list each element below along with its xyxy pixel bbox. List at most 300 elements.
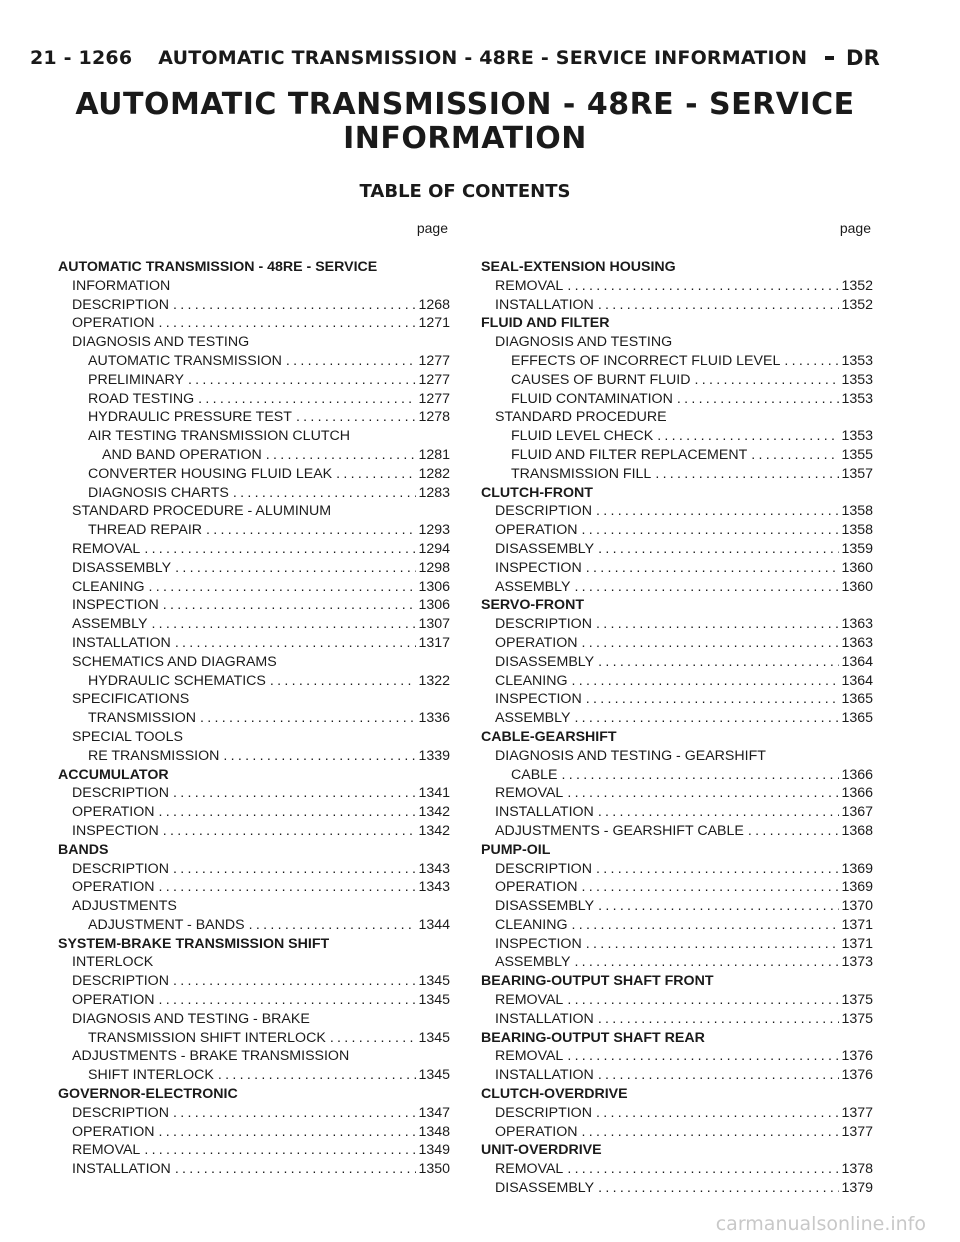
toc-entry-page: 1277 (418, 371, 450, 388)
toc-entry[interactable] (58, 822, 450, 841)
toc-entry[interactable] (481, 766, 873, 785)
toc-entry[interactable] (481, 296, 873, 315)
toc-entry-page: 1375 (841, 1010, 873, 1027)
toc-entry[interactable] (481, 390, 873, 409)
toc-entry-page: 1376 (841, 1067, 873, 1084)
dot-leader (214, 1066, 417, 1085)
dot-leader (578, 878, 840, 897)
toc-entry-title: DIAGNOSIS AND TESTING - BRAKE (72, 1010, 310, 1027)
toc-entry[interactable] (481, 953, 873, 972)
toc-entry[interactable] (481, 672, 873, 691)
dot-leader (563, 991, 839, 1010)
toc-entry[interactable] (481, 822, 873, 841)
dot-leader (653, 427, 839, 446)
toc-entry-page: 1378 (841, 1161, 873, 1178)
toc-entry[interactable] (481, 860, 873, 879)
dot-leader (594, 1179, 839, 1198)
dot-leader (582, 559, 840, 578)
toc-entry[interactable] (58, 371, 450, 390)
dot-leader (326, 1029, 417, 1048)
dot-leader (282, 352, 417, 371)
toc-entry[interactable] (58, 1085, 450, 1104)
dot-leader (568, 672, 840, 691)
toc-entry-title: INSPECTION (495, 935, 582, 952)
toc-entry-page: 1298 (418, 559, 450, 576)
toc-entry-page: 1371 (841, 935, 873, 952)
toc-entry[interactable] (58, 408, 450, 427)
toc-entry-page: 1368 (841, 822, 873, 839)
toc-entry-title: DISASSEMBLY (72, 559, 172, 576)
toc-entry-page: 1377 (841, 1104, 873, 1121)
toc-entry-page: 1350 (418, 1161, 450, 1178)
toc-entry-title: ADJUSTMENT - BANDS (88, 916, 245, 933)
toc-entry[interactable] (58, 841, 450, 860)
toc-entry[interactable] (481, 935, 873, 954)
dot-leader (169, 860, 416, 879)
toc-entry-title: CAUSES OF BURNT FLUID (511, 371, 691, 388)
toc-entry-page: 1365 (841, 691, 873, 708)
dot-leader (594, 540, 839, 559)
toc-entry-title: TRANSMISSION FILL (511, 465, 652, 482)
toc-entry-page: 1366 (841, 766, 873, 783)
dot-leader (594, 897, 839, 916)
toc-entry-page: 1306 (418, 597, 450, 614)
toc-entry[interactable] (481, 709, 873, 728)
dot-leader (245, 916, 417, 935)
dot-leader (155, 1123, 417, 1142)
toc-entry[interactable] (58, 916, 450, 935)
toc-entry-title: RE TRANSMISSION (88, 747, 220, 764)
toc-entry-page: 1364 (841, 653, 873, 670)
dot-leader (140, 540, 416, 559)
toc-entry[interactable] (58, 296, 450, 315)
toc-entry-title: DESCRIPTION (495, 1104, 592, 1121)
toc-entry[interactable] (481, 1141, 873, 1160)
toc-entry[interactable] (58, 502, 450, 521)
toc-entry[interactable] (58, 1066, 450, 1085)
toc-entry-title: INSPECTION (495, 691, 582, 708)
toc-entry-page: 1322 (418, 672, 450, 689)
toc-entry-page: 1367 (841, 804, 873, 821)
toc-entry-title: INSTALLATION (495, 296, 594, 313)
toc-entry[interactable] (481, 803, 873, 822)
dot-leader (570, 709, 839, 728)
toc-entry[interactable] (58, 953, 450, 972)
toc-entry-title: CLEANING (495, 916, 568, 933)
toc-entry-title: REMOVAL (72, 1142, 141, 1159)
toc-entry-title: CLEANING (495, 672, 568, 689)
dot-leader (570, 953, 839, 972)
toc-entry[interactable] (481, 1047, 873, 1066)
toc-entry-title: UNIT-OVERDRIVE (481, 1142, 602, 1159)
dot-leader (155, 803, 417, 822)
toc-entry-page: 1294 (418, 540, 450, 557)
toc-entry[interactable] (58, 596, 450, 615)
toc-entry-page: 1377 (841, 1123, 873, 1140)
toc-entry-title: REMOVAL (72, 540, 141, 557)
toc-entry[interactable] (58, 390, 450, 409)
dot-leader (155, 878, 417, 897)
toc-entry-title: INSTALLATION (495, 1067, 594, 1084)
toc-entry-title: AUTOMATIC TRANSMISSION - 48RE - SERVICE (58, 259, 378, 275)
header-section-title: AUTOMATIC TRANSMISSION - 48RE - SERVICE INFORMATION (158, 47, 808, 69)
toc-entry[interactable] (481, 784, 873, 803)
toc-entry-title: THREAD REPAIR (88, 522, 203, 539)
toc-entry-page: 1357 (841, 465, 873, 482)
toc-entry[interactable] (481, 408, 873, 427)
toc-entry[interactable] (481, 446, 873, 465)
toc-entry-title: TRANSMISSION SHIFT INTERLOCK (88, 1029, 326, 1046)
toc-entry-page: 1360 (841, 559, 873, 576)
dot-leader (292, 408, 417, 427)
toc-entry-title: ASSEMBLY (495, 578, 571, 595)
toc-entry-title: DESCRIPTION (72, 296, 169, 313)
toc-entry-title: AIR TESTING TRANSMISSION CLUTCH (88, 428, 350, 445)
toc-entry-page: 1365 (841, 710, 873, 727)
toc-entry[interactable] (481, 747, 873, 766)
toc-entry-title: CLEANING (72, 578, 145, 595)
toc-entry[interactable] (481, 352, 873, 371)
page-title-line-2: INFORMATION (343, 121, 587, 156)
toc-entry-page: 1342 (418, 822, 450, 839)
toc-entry[interactable] (58, 878, 450, 897)
toc-entry-title: DISASSEMBLY (495, 898, 595, 915)
toc-entry-title: DISASSEMBLY (495, 1180, 595, 1197)
dot-leader (262, 446, 417, 465)
toc-entry-title: REMOVAL (495, 785, 564, 802)
toc-entry[interactable] (481, 972, 873, 991)
toc-entry-title: CLUTCH-OVERDRIVE (481, 1086, 628, 1103)
toc-entry[interactable] (481, 991, 873, 1010)
dot-leader (147, 615, 416, 634)
toc-left-column (58, 218, 450, 1179)
dot-leader (558, 766, 840, 785)
toc-entry[interactable] (481, 502, 873, 521)
dot-leader (780, 352, 839, 371)
toc-entry-title: FLUID CONTAMINATION (511, 390, 673, 407)
toc-entry-title: OPERATION (495, 1123, 578, 1140)
toc-entry[interactable] (58, 1141, 450, 1160)
dot-leader (563, 277, 839, 296)
toc-entry-title: INTERLOCK (72, 954, 154, 971)
toc-entry[interactable] (58, 935, 450, 954)
dot-leader (159, 822, 417, 841)
toc-entry[interactable] (58, 521, 450, 540)
toc-entry-title: SPECIAL TOOLS (72, 728, 183, 745)
toc-entry[interactable] (481, 878, 873, 897)
dot-leader (159, 596, 417, 615)
toc-entry[interactable] (58, 333, 450, 352)
toc-entry-page: 1336 (418, 710, 450, 727)
toc-entry[interactable] (481, 1160, 873, 1179)
toc-entry-page: 1369 (841, 879, 873, 896)
toc-entry-page: 1353 (841, 428, 873, 445)
toc-entry-title: PUMP-OIL (481, 841, 551, 858)
toc-entry-page: 1344 (418, 916, 450, 933)
toc-entry-title: DESCRIPTION (72, 1104, 169, 1121)
toc-entry[interactable] (481, 1010, 873, 1029)
toc-entry[interactable] (481, 371, 873, 390)
toc-entry[interactable] (58, 314, 450, 333)
toc-entry-title: DESCRIPTION (495, 503, 592, 520)
toc-entry-page: 1283 (418, 484, 450, 501)
toc-entry[interactable] (58, 1047, 450, 1066)
toc-entry-page: 1307 (418, 616, 450, 633)
toc-entry-page: 1271 (418, 315, 450, 332)
toc-entry[interactable] (58, 1010, 450, 1029)
toc-entry[interactable] (58, 747, 450, 766)
toc-entry-page: 1345 (418, 1067, 450, 1084)
toc-entry-title: FLUID AND FILTER REPLACEMENT (511, 446, 748, 463)
toc-entry[interactable] (58, 258, 450, 277)
toc-entry-page: 1355 (841, 446, 873, 463)
toc-entry-page: 1352 (841, 277, 873, 294)
toc-entry-title: INSPECTION (72, 597, 159, 614)
toc-entry-title: STANDARD PROCEDURE - ALUMINUM (72, 503, 332, 520)
dot-leader (594, 1066, 840, 1085)
toc-entry[interactable] (58, 465, 450, 484)
toc-entry-title: AUTOMATIC TRANSMISSION (88, 352, 282, 369)
toc-entry[interactable] (58, 690, 450, 709)
toc-entry[interactable] (58, 1160, 450, 1179)
toc-entry-title: GOVERNOR-ELECTRONIC (58, 1086, 238, 1103)
toc-entry-title: OPERATION (72, 315, 155, 332)
toc-entry-page: 1359 (841, 540, 873, 557)
toc-entry-title: DESCRIPTION (72, 785, 169, 802)
dot-leader (592, 615, 839, 634)
dot-leader (592, 860, 839, 879)
toc-entry-title: CABLE (511, 766, 558, 783)
toc-entry[interactable] (58, 784, 450, 803)
dot-leader (145, 578, 417, 597)
dot-leader (171, 634, 417, 653)
toc-entry-title: DESCRIPTION (495, 616, 592, 633)
toc-entry-page: 1370 (841, 898, 873, 915)
toc-entry-title: OPERATION (72, 879, 155, 896)
toc-entry[interactable] (58, 897, 450, 916)
toc-entry-title: ASSEMBLY (72, 616, 148, 633)
dot-leader (582, 935, 840, 954)
page-column-label: page (416, 220, 448, 236)
toc-entry-title: DIAGNOSIS AND TESTING (495, 334, 673, 351)
toc-entry-title: REMOVAL (495, 1048, 564, 1065)
toc-entry[interactable] (481, 1029, 873, 1048)
dot-leader (171, 1160, 417, 1179)
dot-leader (266, 672, 417, 691)
toc-entry-page: 1360 (841, 578, 873, 595)
dot-leader (229, 484, 417, 503)
toc-entry-title: DESCRIPTION (495, 860, 592, 877)
toc-entry-title: DISASSEMBLY (495, 540, 595, 557)
toc-entry-page: 1353 (841, 352, 873, 369)
toc-entry-title: DESCRIPTION (72, 973, 169, 990)
toc-entry-title: PRELIMINARY (88, 371, 184, 388)
toc-entry[interactable] (58, 615, 450, 634)
toc-entry[interactable] (481, 1123, 873, 1142)
toc-entry[interactable] (481, 540, 873, 559)
toc-entry-title: INFORMATION (72, 277, 171, 294)
toc-entry-title: HYDRAULIC SCHEMATICS (88, 672, 266, 689)
toc-entry[interactable] (481, 615, 873, 634)
toc-entry-page: 1347 (418, 1104, 450, 1121)
dot-leader (578, 521, 840, 540)
dot-leader (578, 1123, 840, 1142)
dot-leader (592, 502, 839, 521)
toc-entry[interactable] (481, 578, 873, 597)
toc-entry[interactable] (481, 728, 873, 747)
toc-entry-title: ADJUSTMENTS (72, 898, 177, 915)
toc-entry-title: SYSTEM-BRAKE TRANSMISSION SHIFT (58, 935, 330, 952)
toc-entry-page: 1282 (418, 465, 450, 482)
toc-entry-title: OPERATION (72, 1123, 155, 1140)
dot-leader (169, 972, 416, 991)
toc-entry-title: DIAGNOSIS AND TESTING - GEARSHIFT (495, 747, 766, 764)
toc-entry-page: 1358 (841, 522, 873, 539)
dot-leader (563, 784, 839, 803)
toc-entry-title: FLUID AND FILTER (481, 315, 610, 332)
dot-leader (196, 709, 416, 728)
toc-entry-title: DIAGNOSIS AND TESTING (72, 334, 250, 351)
dot-leader (651, 465, 839, 484)
dot-leader (184, 371, 417, 390)
toc-entry-title: INSTALLATION (495, 804, 594, 821)
toc-entry-title: ASSEMBLY (495, 954, 571, 971)
toc-entry[interactable] (481, 1104, 873, 1123)
toc-entry[interactable] (481, 314, 873, 333)
toc-entry-title: HYDRAULIC PRESSURE TEST (88, 409, 292, 426)
toc-entry-page: 1373 (841, 954, 873, 971)
toc-entry[interactable] (58, 653, 450, 672)
toc-entry-title: REMOVAL (495, 277, 564, 294)
toc-entry[interactable] (58, 1029, 450, 1048)
toc-entry-title: INSPECTION (72, 822, 159, 839)
dot-leader (594, 1010, 840, 1029)
toc-entry[interactable] (481, 333, 873, 352)
toc-entry-title: SPECIFICATIONS (72, 691, 190, 708)
watermark: carmanualsonline.info (715, 1213, 926, 1235)
toc-entry-title: SEAL-EXTENSION HOUSING (481, 259, 676, 275)
toc-entry-title: OPERATION (72, 992, 155, 1009)
toc-entry[interactable] (481, 1085, 873, 1104)
toc-entry[interactable] (481, 1066, 873, 1085)
toc-entry[interactable] (481, 427, 873, 446)
toc-entry[interactable] (58, 634, 450, 653)
toc-entry-title: STANDARD PROCEDURE (495, 409, 667, 426)
toc-entry[interactable] (58, 972, 450, 991)
toc-entry[interactable] (58, 446, 450, 465)
dot-leader (563, 1160, 839, 1179)
toc-entry[interactable] (58, 728, 450, 747)
toc-entry[interactable] (481, 484, 873, 503)
toc-entry[interactable] (58, 1123, 450, 1142)
toc-entry-title: BEARING-OUTPUT SHAFT FRONT (481, 973, 714, 990)
toc-entry-title: FLUID LEVEL CHECK (511, 428, 654, 445)
toc-entry-page: 1268 (418, 296, 450, 313)
dot-leader (570, 578, 839, 597)
toc-entry-title: TRANSMISSION (88, 710, 196, 727)
toc-entry[interactable] (58, 540, 450, 559)
toc-entry-page: 1317 (418, 634, 450, 651)
toc-entry-page: 1341 (418, 785, 450, 802)
toc-entry[interactable] (481, 521, 873, 540)
dot-leader (219, 747, 416, 766)
toc-entry-page: 1352 (841, 296, 873, 313)
toc-entry[interactable] (481, 277, 873, 296)
toc-entry[interactable] (58, 1104, 450, 1123)
toc-entry[interactable] (58, 803, 450, 822)
toc-entry-page: 1339 (418, 747, 450, 764)
toc-entry[interactable] (58, 578, 450, 597)
toc-entry[interactable] (481, 1179, 873, 1198)
toc-entry-title: ACCUMULATOR (58, 766, 169, 783)
toc-entry-title: REMOVAL (495, 992, 564, 1009)
dot-leader (332, 465, 416, 484)
toc-entry-title: SERVO-FRONT (481, 597, 584, 614)
toc-left-list (58, 258, 450, 1179)
toc-entry-title: OPERATION (495, 634, 578, 651)
header-rule (825, 56, 834, 60)
toc-entry-title: INSTALLATION (72, 634, 171, 651)
toc-entry[interactable] (481, 690, 873, 709)
toc-entry[interactable] (58, 991, 450, 1010)
toc-entry[interactable] (481, 634, 873, 653)
toc-entry-title: INSPECTION (495, 559, 582, 576)
toc-entry[interactable] (58, 277, 450, 296)
toc-entry-page: 1306 (418, 578, 450, 595)
toc-entry-page: 1375 (841, 992, 873, 1009)
toc-entry[interactable] (58, 427, 450, 446)
toc-entry-page: 1277 (418, 352, 450, 369)
toc-entry-title: ROAD TESTING (88, 390, 195, 407)
toc-entry-page: 1343 (418, 860, 450, 877)
toc-entry[interactable] (58, 559, 450, 578)
toc-right-list (481, 258, 873, 1198)
toc-entry[interactable] (58, 860, 450, 879)
toc-entry[interactable] (481, 897, 873, 916)
dot-leader (169, 784, 416, 803)
toc-entry-page: 1349 (418, 1142, 450, 1159)
toc-entry[interactable] (58, 672, 450, 691)
toc-entry-page: 1371 (841, 916, 873, 933)
dot-leader (747, 446, 839, 465)
toc-entry-title: SHIFT INTERLOCK (88, 1067, 214, 1084)
header-page-number: 21 - 1266 (30, 47, 133, 69)
dot-leader (594, 653, 839, 672)
toc-entry[interactable] (481, 596, 873, 615)
dot-leader (202, 521, 416, 540)
toc-entry[interactable] (58, 709, 450, 728)
toc-entry[interactable] (481, 841, 873, 860)
dot-leader (169, 296, 416, 315)
toc-entry-page: 1353 (841, 371, 873, 388)
toc-entry[interactable] (58, 352, 450, 371)
toc-entry[interactable] (481, 916, 873, 935)
toc-entry[interactable] (481, 559, 873, 578)
toc-entry[interactable] (58, 766, 450, 785)
toc-entry[interactable] (481, 258, 873, 277)
toc-entry[interactable] (481, 653, 873, 672)
toc-entry-page: 1293 (418, 522, 450, 539)
dot-leader (673, 390, 840, 409)
toc-entry-title: ASSEMBLY (495, 710, 571, 727)
toc-entry-title: INSTALLATION (495, 1010, 594, 1027)
toc-entry[interactable] (481, 465, 873, 484)
toc-entry[interactable] (58, 484, 450, 503)
toc-entry-page: 1345 (418, 992, 450, 1009)
toc-entry-page: 1342 (418, 804, 450, 821)
dot-leader (690, 371, 839, 390)
toc-entry-title: OPERATION (495, 522, 578, 539)
